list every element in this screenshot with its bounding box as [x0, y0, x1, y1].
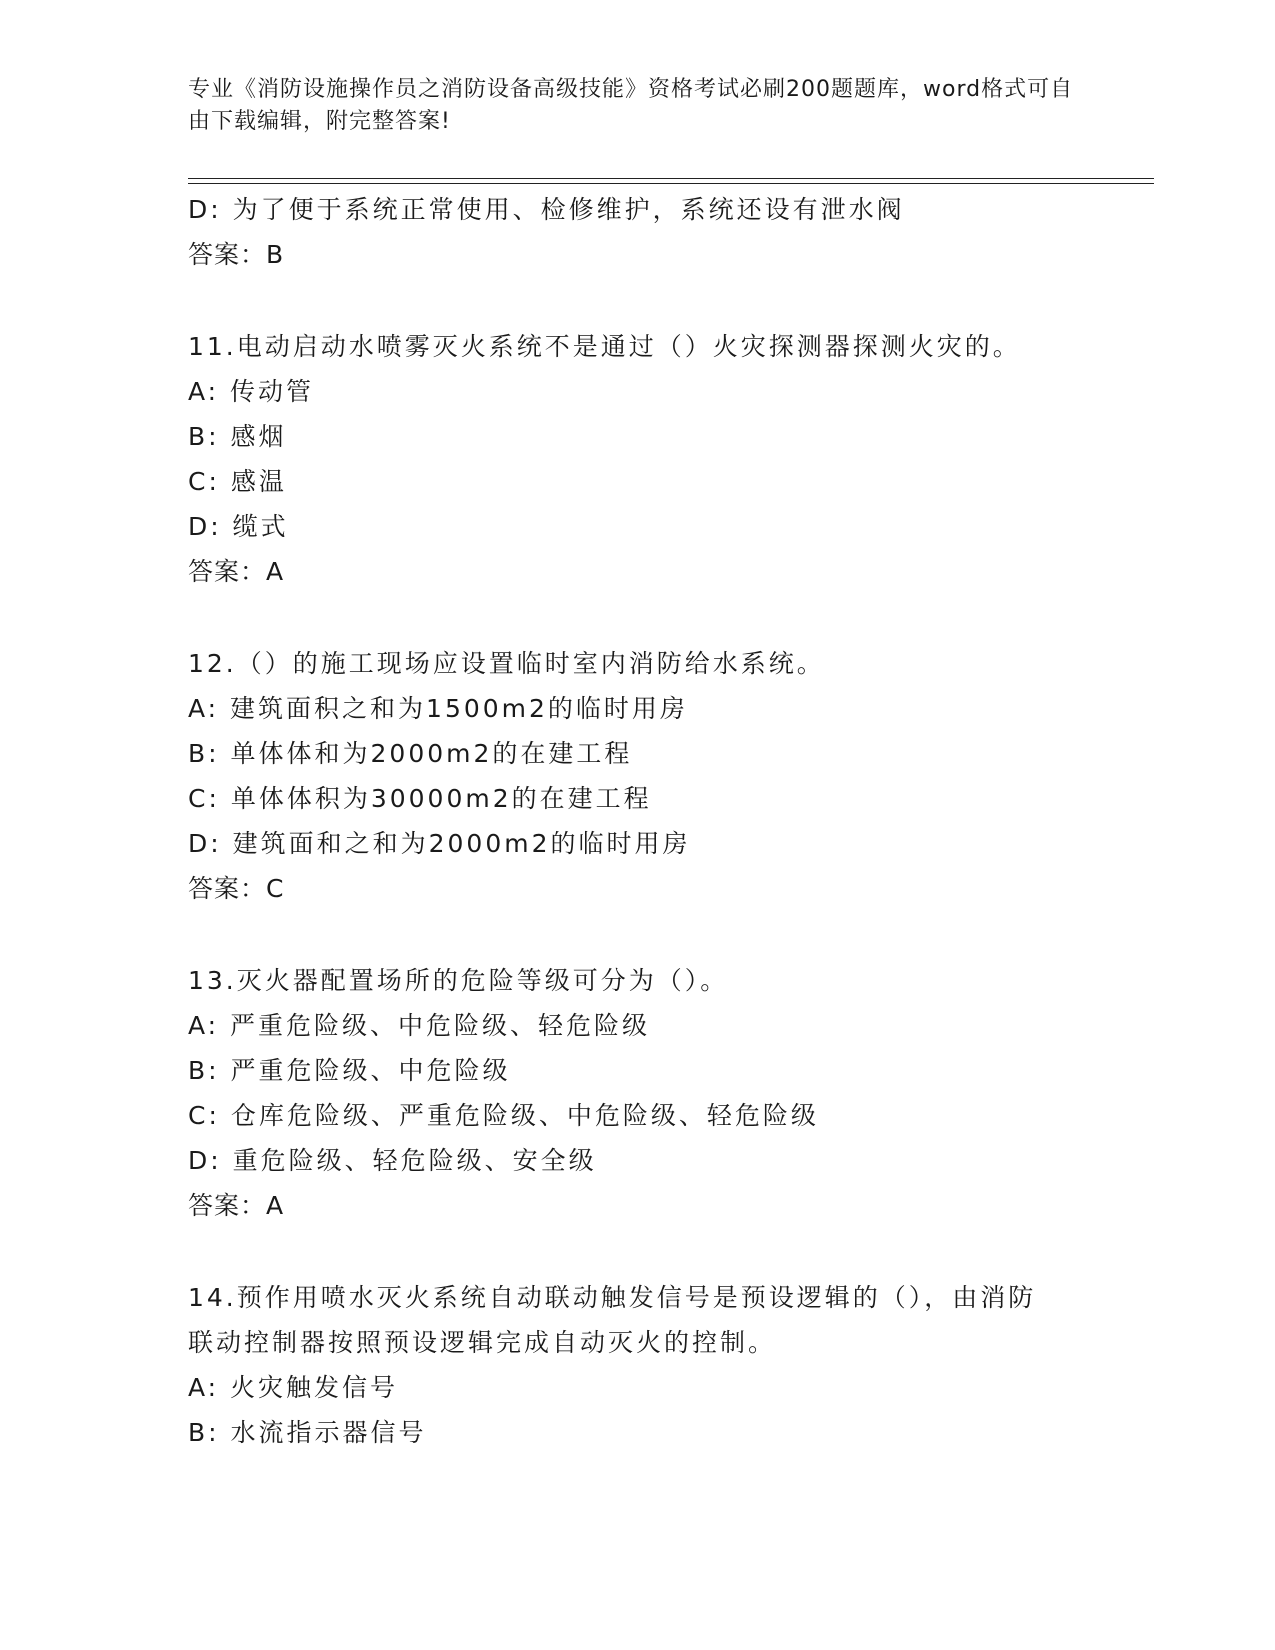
question-11: [188, 324, 1088, 594]
question-stem: 11.电动启动水喷雾灭火系统不是通过（）火灾探测器探测火灾的。: [188, 332, 1021, 361]
question-stem-line-2: 联动控制器按照预设逻辑完成自动灭火的控制。: [188, 1328, 777, 1357]
spacer: [188, 594, 1088, 641]
question-stem-line-1: 14.预作用喷水灭火系统自动联动触发信号是预设逻辑的（），由消防: [188, 1283, 1037, 1312]
option-a: A: 建筑面积之和为1500m2的临时用房: [188, 694, 688, 723]
option-b: B: 水流指示器信号: [188, 1418, 427, 1447]
option-c: C: 单体体积为30000m2的在建工程: [188, 784, 652, 813]
question-12: [188, 641, 1088, 911]
document-header: 专业《消防设施操作员之消防设备高级技能》资格考试必刷200题题库，word格式可自由下载编辑，附完整答案!: [188, 77, 1074, 134]
option-d: D: 缆式: [188, 512, 289, 541]
answer: 答案：A: [188, 1191, 285, 1220]
option-c: C: 感温: [188, 467, 287, 496]
option-a: A: 传动管: [188, 377, 315, 406]
spacer: [188, 1228, 1088, 1275]
option-d: D: 建筑面和之和为2000m2的临时用房: [188, 829, 691, 858]
question-stem: 12.（）的施工现场应设置临时室内消防给水系统。: [188, 649, 825, 678]
answer: 答案：C: [188, 874, 285, 903]
question-14: [188, 1275, 1088, 1455]
document-body: [188, 187, 1088, 1455]
spacer: [188, 277, 1088, 324]
prev-option-d: D: 为了便于系统正常使用、检修维护，系统还设有泄水阀: [188, 195, 905, 224]
question-stem: 13.灭火器配置场所的危险等级可分为（）。: [188, 966, 729, 995]
answer: 答案：A: [188, 557, 285, 586]
option-c: C: 仓库危险级、严重危险级、中危险级、轻危险级: [188, 1101, 819, 1130]
header-rule-top: [188, 178, 1154, 179]
option-b: B: 感烟: [188, 422, 287, 451]
spacer: [188, 911, 1088, 958]
option-a: A: 严重危险级、中危险级、轻危险级: [188, 1011, 651, 1040]
prev-answer: 答案：B: [188, 240, 285, 269]
option-d: D: 重危险级、轻危险级、安全级: [188, 1146, 597, 1175]
question-13: [188, 958, 1088, 1228]
option-b: B: 单体体和为2000m2的在建工程: [188, 739, 633, 768]
option-a: A: 火灾触发信号: [188, 1373, 399, 1402]
header-rule-bottom: [188, 183, 1154, 184]
option-b: B: 严重危险级、中危险级: [188, 1056, 511, 1085]
